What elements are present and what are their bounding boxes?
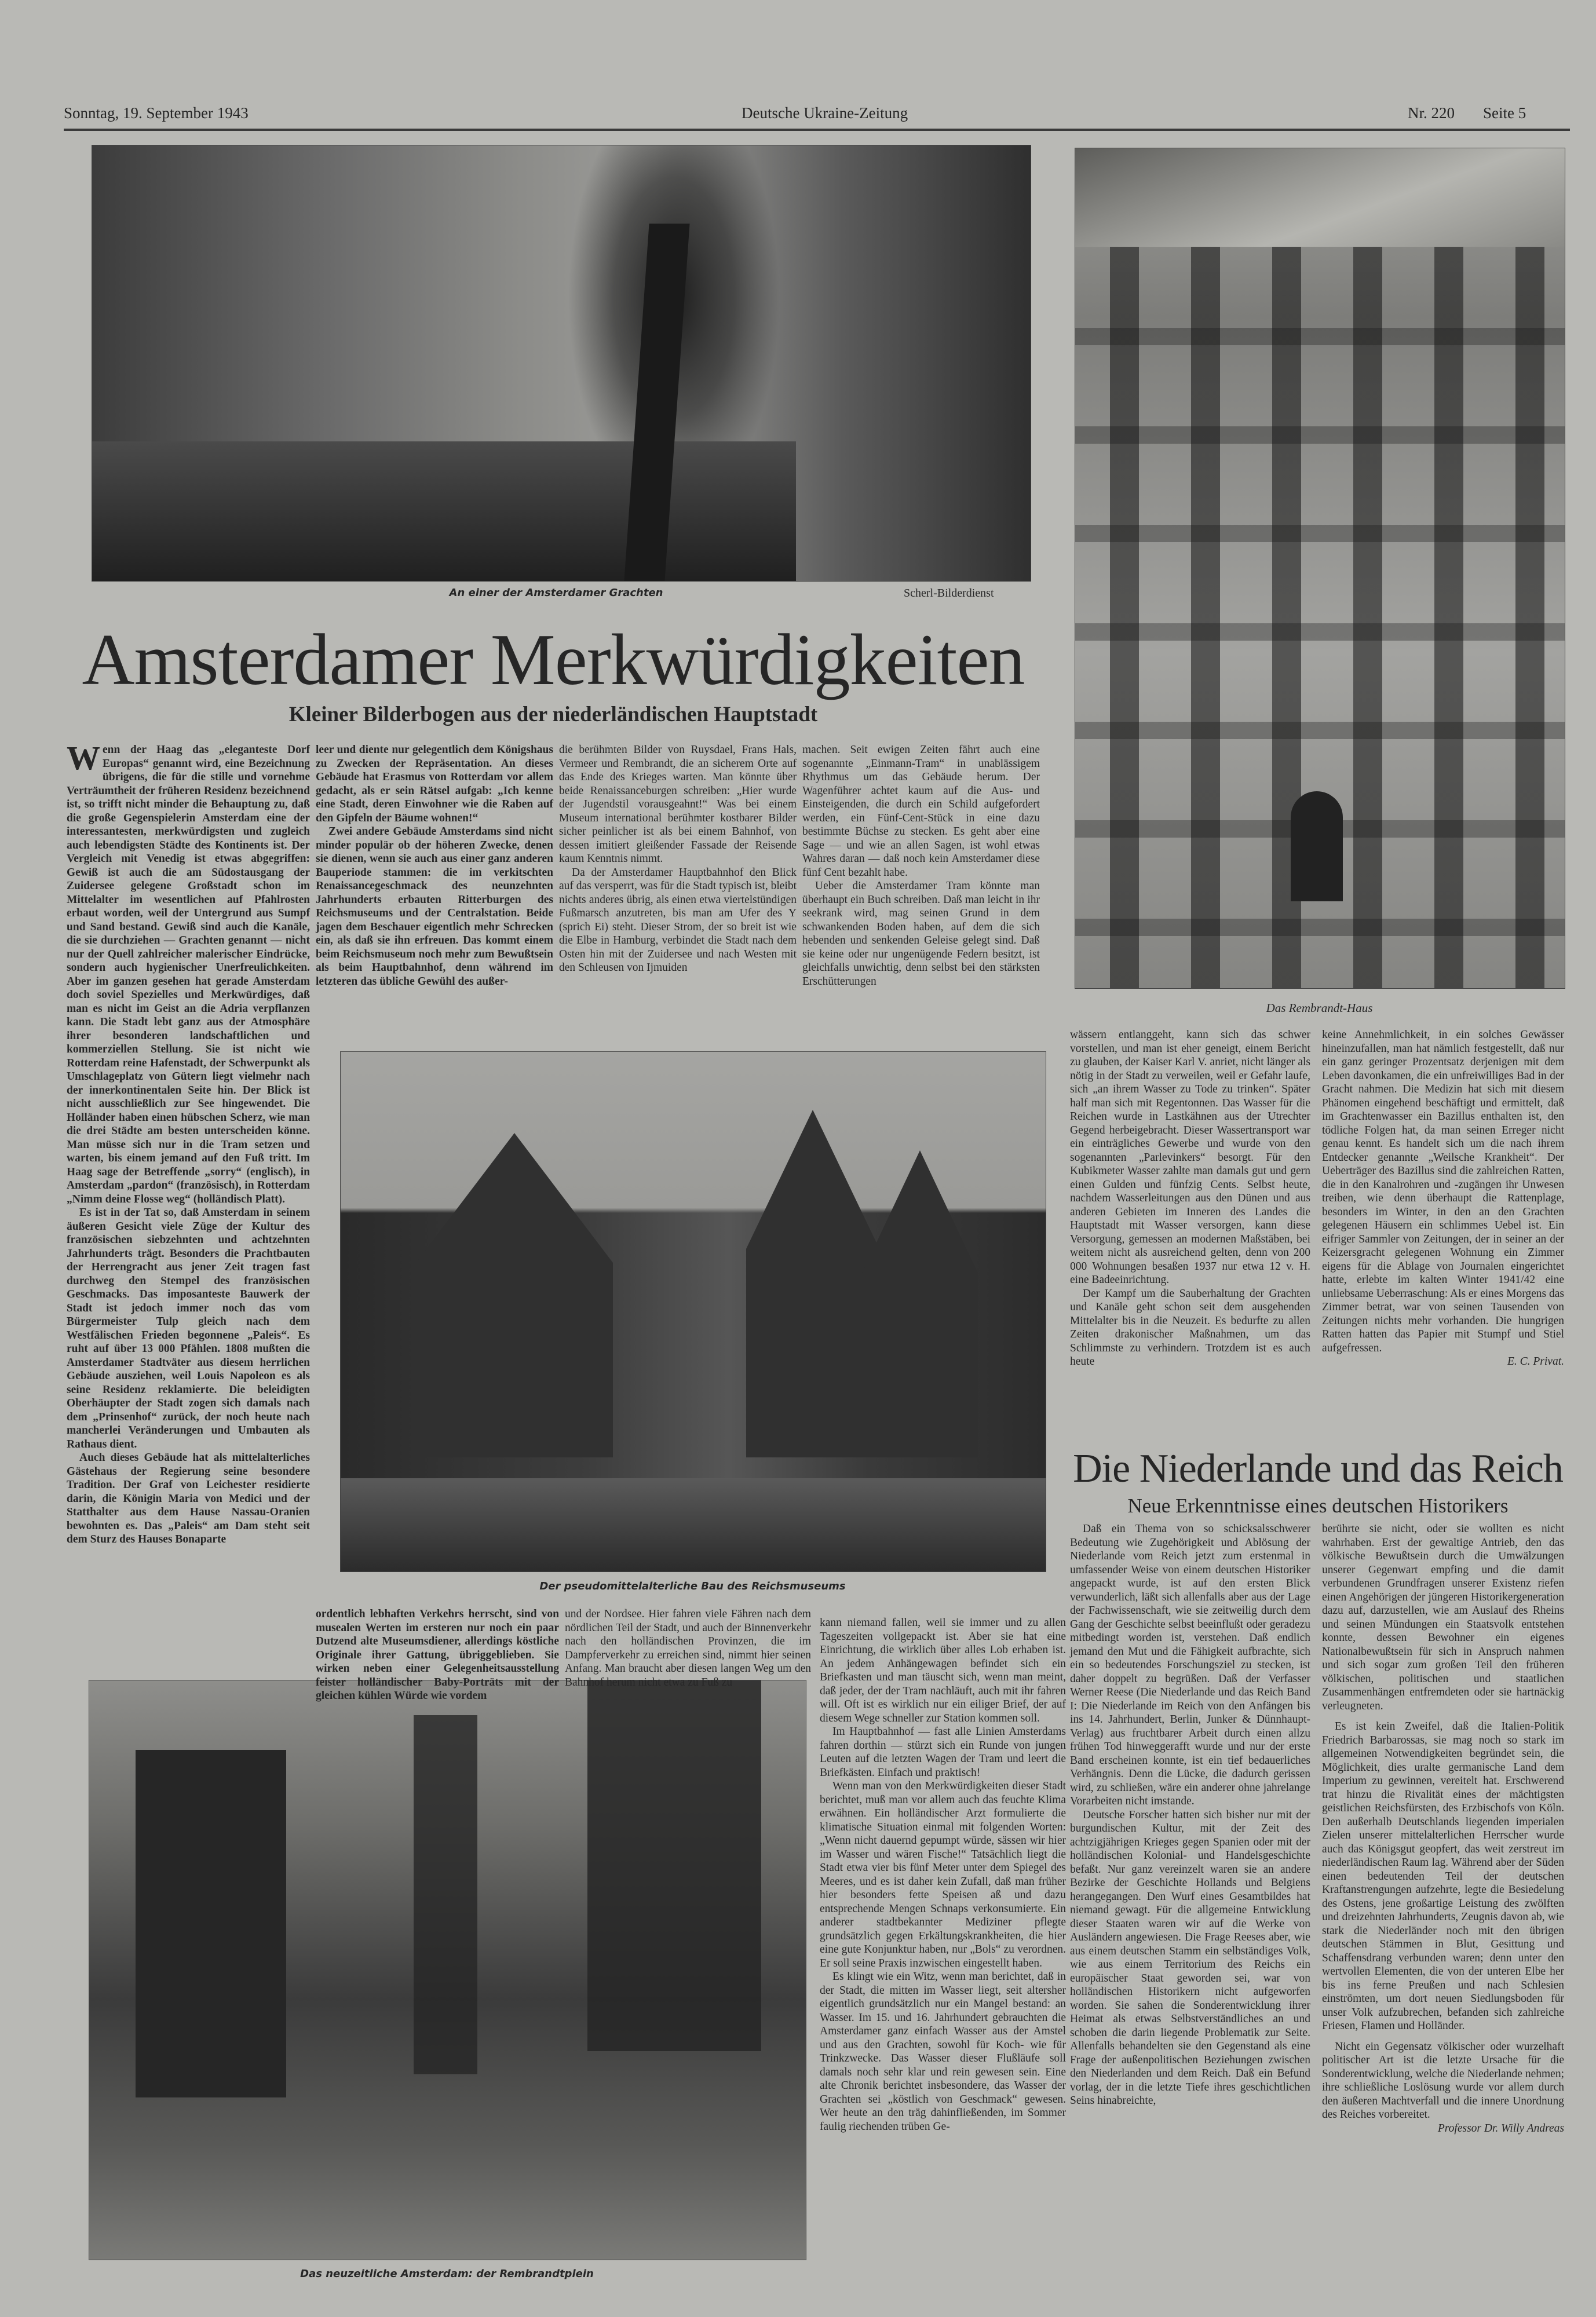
article3-column-2 [1322, 1522, 1564, 2298]
article-subheadline-niederlande: Neue Erkenntnisse eines deutschen Historikers [1127, 1494, 1509, 1517]
paragraph: kann niemand fallen, weil sie immer und zu allen Tageszeiten vollgepackt ist. Aber sie hat eine Einrichtung, die wirklich über alles Lob erhaben ist. An jedem Anhängewagen befindet sich ein Briefkasten und man täuscht sich, wenn man meint, daß jeder, der der Tram nachläuft, auch mit ihr fahren will. Oft ist es wirklich nur ein eiliger Brief, der auf diesem Wege schneller zur Station kommen soll. [820, 1617, 1066, 1724]
article3-column-1 [1070, 1522, 1310, 2298]
paragraph: ordentlich lebhaften Verkehrs herrscht, sind von musealen Werten im ersteren nur noch ein paar Dutzend alte Museumsdiener, allerdings köstliche Originale ihrer Gattung, übriggeblieben. Sie wirken neben einer Gelegenheitsausstellung feister holländischer Baby-Porträts mit der gleichen kühlen Würde wie vordem [316, 1608, 559, 1702]
paragraph: leer und diente nur gelegentlich dem Königshaus zu Zwecken der Repräsentation. An dieses Gebäude hat Erasmus von Rotterdam vor allem gedacht, als er sein Rätsel aufgab: „Ich kenne eine Stadt, deren Einwohner wie die Raben auf den Gipfeln der Bäume wohnen!“ [316, 744, 553, 824]
page-number: Seite 5 [1483, 104, 1526, 122]
issue-date: Sonntag, 19. September 1943 [64, 104, 249, 122]
photo-caption-rembrandt-haus: Das Rembrandt-Haus [1266, 1001, 1373, 1015]
photo-water [341, 1478, 1046, 1572]
photo-tower-building [587, 1680, 761, 2051]
paragraph: wässern entlanggeht, kann sich das schwer vorstellen, und man ist eher geneigt, einem Bericht zu glauben, der Kaiser Karl V. anriet, nicht länger als nötig in der Stadt zu verweilen, weil er Gefahr laufe, sich „an ihrem Wasser zu Tode zu trinken“. Später half man sich mit Regentonnen. Das Wasser für die Reichen wurde in Lastkähnen aus der Utrechter Gegend herbeigebracht. Dieser Wassertransport war ein einträgliches Gewerbe und wurde von den sogenannten „Parlevinkers“ besorgt. Für den Kubikmeter Wasser zahlte man damals gut und gern einen Gulden und fünfzig Cents. Selbst heute, nachdem Wasserleitungen aus den Dünen und aus anderen Gebieten im Inneren des Landes die Hauptstadt mit Wasser versorgen, kann diese Versorgung, gemessen an modernen Maßstäben, bei weitem nicht als ausreichend gelten, denn von 200 000 Wohnungen besaßen 1937 nur etwa 12 v. H. eine Badeeinrichtung. [1070, 1029, 1310, 1286]
paragraph: keine Annehmlichkeit, in ein solches Gewässer hineinzufallen, man hat nämlich festgestellt, daß nur ein ganz geringer Prozentsatz derjenigen mit dem Leben davonkamen, die ein unfreiwilliges Bad in der Gracht nahmen. Die Medizin hat sich mit diesem Phänomen eingehend beschäftigt und ermittelt, daß im Grachtenwasser ein Bazillus enthalten ist, den tödliche Folgen hat, da man seinen Erreger nicht genau kennt. Es handelt sich um die nach ihrem Entdecker genannte „Weilsche Krankheit“. Der Ueberträger des Bazillus sind die zahlreichen Ratten, die in den Kanalrohren und -zugängen ihr Unwesen treiben, wie denn überhaupt die Rattenplage, besonders im Winter, in den an den Grachten gelegenen Häusern ein schlimmes Uebel ist. Ein eifriger Sammler von Zeitungen, der in seiner an der Keizersgracht gelegenen Wohnung ein Zimmer eigens für die Ablage von Journalen eingerichtet hatte, erlebte im kalten Winter 1941/42 eine unliebsame Ueberraschung: Als er eines Morgens das Zimmer betrat, war von seinen Tausenden von Zeitungen nichts mehr vorhanden. Die hungrigen Ratten hatten das Papier mit Stumpf und Stiel aufgefressen. [1322, 1029, 1564, 1354]
paragraph: Nicht ein Gegensatz völkischer oder wurzelhaft politischer Art ist die letzte Ursache für die Sonderentwicklung, welche die Niederlande nehmen; ihre schließliche Loslösung wurde vor allem durch den äußeren Machtverfall und die innere Unordnung des Reiches vorbereitet. [1322, 2040, 1564, 2121]
paragraph: Deutsche Forscher hatten sich bisher nur mit der burgundischen Kultur, mit der Zeit des achtzigjährigen Krieges gegen Spanien oder mit der holländischen Kolonial- und Handelsgeschichte befaßt. Nur ganz vereinzelt waren sie an andere Bezirke der Geschichte Hollands und Belgiens herangegangen. Den Wurf eines Gesamtbildes hat niemand gewagt. Für die allgemeine Entwicklung dieser Staaten waren wir auf die Werke von Ausländern angewiesen. Die Frage Reeses aber, wie aus einem deutschen Stamm ein selbständiges Volk, wie aus einem Territorium des Reichs ein europäischer Staat geworden sei, war von holländischen Historikern nicht aufgeworfen worden. Sie sahen die Sonderentwicklung ihrer Heimat als etwas Selbstverständliches an und schoben die darin liegende Problematik zur Seite. Allenfalls behandelten sie den Gegenstand als eine Frage der außenpolitischen Beziehungen zwischen den Niederlanden und dem Reich. Daß ein Befund vorlag, der in die letzte Tiefe ihres geschichtlichen Seins hinabreichte, [1070, 1808, 1310, 2107]
photo-tower-right [746, 1110, 879, 1457]
article1-column-4-continued [820, 1616, 1066, 2230]
issue-number: Nr. 220 [1408, 104, 1455, 122]
article-headline-niederlande: Die Niederlande und das Reich [1073, 1446, 1563, 1491]
photo-roof [1075, 148, 1565, 247]
paragraph: Wenn der Haag das „eleganteste Dorf Europas“ genannt wird, eine Bezeichnung übrigens, die für die stille und vornehme Verträumtheit der früheren Residenz bezeichnend ist, so trifft nicht minder die Behauptung zu, daß die große Gegenspielerin Amsterdam eine der interessantesten, merkwürdigsten und zugleich auch lebendigsten Städte des Kontinents ist. Der Vergleich mit Venedig ist etwas abgegriffen: Gewiß ist auch die am Südostausgang der Zuidersee gelegene Großstadt schon im Mittelalter im wesentlichen auf Pfahlrosten erbaut worden, weil der Untergrund aus Sumpf und Sand bestand. Gewiß sind auch die Kanäle, die sie durchziehen — Grachten genannt — nicht nur der Quell zahlreicher malerischer Eindrücke, sondern auch hygienischer Unerfreulichkeiten. Aber im ganzen gesehen hat gerade Amsterdam doch soviel Spezielles und Merkwürdiges, daß man es nicht im Geist an die Adria verpflanzen kann. Die Stadt lebt ganz aus der Atmosphäre ihrer besonderen landschaftlichen und kommerziellen Stellung. Sie ist nicht wie Rotterdam reine Hafenstadt, der Schwerpunkt als Umschlageplatz von Gütern liegt vielmehr nach der innerkontinentalen Seite hin. Der Blick ist nicht ausschließlich zur See hingewendet. Die Holländer haben einen hübschen Scherz, wie man die drei Städte am besten unterscheiden könne. Man müsse sich nur in die Tram setzen und warten, bis einem jemand auf den Fuß tritt. Im Haag sage der Betreffende „sorry“ (englisch), in Amsterdam „pardon“ (französisch), in Rotterdam „Nimm deine Flosse weg“ (holländisch Platt). [67, 739, 310, 1205]
photo-rembrandt-haus [1075, 148, 1565, 989]
paragraph: Wenn man von den Merkwürdigkeiten dieser Stadt berichtet, muß man vor allem auch das feuchte Klima erwähnen. Ein holländischer Arzt formulierte die klimatische Situation einmal mit folgenden Worten: „Wenn nicht dauernd gepumpt würde, sässen wir hier im Wasser und wären Fische!“ Tatsächlich liegt die Stadt etwa vier bis fünf Meter unter dem Spiegel des Meeres, und es ist daher kein Zufall, daß man früher hier besonders fette Speisen aß und dazu entsprechende Mengen Schnaps verkonsumierte. Ein anderer stadtbekannter Mediziner pflegte grundsätzlich gegen Erkältungskrankheiten, die hier eine gute Konjunktur haben, nur „Bols“ zu verordnen. Er soll seine Praxis inzwischen eingestellt haben. [820, 1780, 1066, 1969]
paragraph: berührte sie nicht, oder sie wollten es nicht wahrhaben. Erst der gewaltige Antrieb, den das völkische Bewußtsein durch die Umwälzungen unserer Gegenwart empfing und die damit verbundenen Grundfragen unserer Existenz riefen einen Angehörigen der jüngeren Historikergeneration dazu auf, darzustellen, wie am Auslauf des Rheins und seinen Mündungen ein Staatsvolk entstehen konnte, dessen Bewohner ein eigenes Nationalbewußtsein für sich in Anspruch nahmen und sich sogar zum großen Teil den früheren völkischen, politischen und staatlichen Zusammenhängen entfremdeten oder sie hartnäckig verleugneten. [1322, 1523, 1564, 1712]
photo-caption-gracht: An einer der Amsterdamer Grachten [449, 587, 663, 599]
paragraph: Es klingt wie ein Witz, wenn man berichtet, daß in der Stadt, die mitten im Wasser liegt, seit altersher eigentlich grundsätzlich nur ein Mangel bestand: an Wasser. Im 15. und 16. Jahrhundert gebrauchten die Amsterdamer ganz einfach Wasser aus der Amstel und aus den Grachten, sowohl für Koch- wie für Trinkzwecke. Das Wasser dieser Flußläufe soll damals noch sehr klar und rein gewesen sein. Eine alte Chronik berichtet insbesondere, das Wasser der Grachten sei „köstlich von Geschmack“ gewesen. Wer heute an den träg dahinfließenden, im Sommer faulig riechenden trüben Ge- [820, 1971, 1066, 2133]
article-subheadline: Kleiner Bilderbogen aus der niederländischen Hauptstadt [288, 703, 818, 726]
article-headline: Amsterdamer Merkwürdigkeiten [82, 620, 1025, 700]
paragraph: Ueber die Amsterdamer Tram könnte man überhaupt ein Buch schreiben. Daß man leicht in ihr seekrank wird, mag seinen Grund in dem schwankenden Boden haben, auf dem die sich hebenden und senkenden Geleise gelegt sind. Daß sie keine oder nur ungenügende Federn besitzt, ist gleichfalls unwichtig, denn selbst bei den stärksten Erschütterungen [802, 880, 1040, 988]
author-signature: Professor Dr. Willy Andreas [1437, 2122, 1564, 2135]
article1-column-3 [559, 743, 797, 1039]
photo-credit: Scherl-Bilderdienst [904, 587, 994, 600]
photo-amsterdam-gracht [92, 145, 1031, 582]
paragraph: die berühmten Bilder von Ruysdael, Frans Hals, Vermeer und Rembrandt, die an sicherem Orte auf das Ende des Krieges warten. Man könnte über beide Renaissanceburgen schreiben: „Hier wurde der Jugendstil vorausgeahnt!“ Was bei einem Museum international berühmter kostbarer Bilder sicher peinlicher ist als bei einem Bahnhof, von dessen imitiert gleißender Fassade der Reisende kaum Kenntnis nimmt. [559, 744, 797, 865]
article1-continuation-column-2 [1322, 1028, 1564, 1439]
paragraph: Auch dieses Gebäude hat als mittelalterliches Gästehaus der Regierung seine besondere Tradition. Der Graf von Leichester residierte darin, die Königin Maria von Medici und der Statthalter aus dem Hause Nassau-Oranien bewohnten es. Das „Paleis“ am Dam steht seit dem Sturz des Hauses Bonaparte [67, 1452, 310, 1545]
article1-continuation-column-1 [1070, 1028, 1310, 1439]
article1-column-2 [316, 743, 553, 1039]
author-signature: E. C. Privat. [1507, 1355, 1564, 1368]
article1-column-1 [67, 739, 310, 1673]
photo-rembrandtplein [89, 1680, 806, 2260]
paragraph: machen. Seit ewigen Zeiten fährt auch eine sogenannte „Einmann-Tram“ in unablässigem Rhythmus um das Gebäude herum. Der Wagenführer achtet kaum auf die Aus- und Einsteigenden, die durch ein Schild aufgefordert werden, ein Fünf-Cent-Stück in eine dazu bestimmte Büchse zu stecken. Es geht aber eine Sage — und wie an allen Sagen, ist wohl etwas Wahres daran — daß noch kein Amsterdamer diese fünf Cent bezahlt habe. [802, 744, 1040, 879]
article1-column-4 [802, 743, 1040, 1039]
masthead-rule [64, 129, 1570, 131]
paragraph: Es ist in der Tat so, daß Amsterdam in seinem äußeren Gesicht viele Züge der Kultur des französischen siebzehnten und achtzehnten Jahrhunderts trägt. Besonders die Prachtbauten der Herrengracht aus jener Zeit tragen fast durchweg den Stempel des französischen Geschmacks. Das imposanteste Bauwerk der Stadt ist jedoch immer noch das vom Bürgermeister Tulp gleich nach dem Westfälischen Frieden begonnene „Paleis“. Es ruht auf über 13 000 Pfählen. 1808 mußten die Amsterdamer Stadtväter aus diesem herrlichen Gebäude ausziehen, weil Louis Napoleon es als seine Residenz reklamierte. Die beleidigten Oberhäupter der Stadt zogen sich damals nach dem „Prinsenhof“ zurück, der noch heute nach mancherlei Veränderungen und Umbauten als Rathaus dient. [67, 1207, 310, 1450]
photo-door [1291, 791, 1343, 901]
photo-tree [414, 1715, 477, 2074]
photo-building-left [416, 1133, 613, 1457]
masthead [64, 104, 1570, 127]
paragraph: Da der Amsterdamer Hauptbahnhof den Blick auf das versperrt, was für die Stadt typisch ist, bleibt nichts anderes übrig, als einen etwa viertelstündigen Fußmarsch anzutreten, bis man am Ufer des Y (sprich Ei) steht. Dieser Strom, der so breit ist wie die Elbe in Hamburg, verbindet die Stadt nach dem Osten hin mit der Zuidersee und nach Westen mit den Schleusen von Ijmuiden [559, 866, 797, 974]
paragraph: Zwei andere Gebäude Amsterdams sind nicht minder populär ob der höheren Zwecke, denen sie dienen, wenn sie auch aus einer ganz anderen Bauperiode stammen: die im verkitschten Renaissancegeschmack des neunzehnten Jahrhunderts erbauten Ritterburgen des Reichsmuseums und der Centralstation. Beide jagen dem Beschauer eigentlich mehr Schrecken ein, als daß sie ihn erfreuen. Das kommt einem beim Reichsmuseum noch mehr zum Bewußtsein als beim Hauptbahnhof, denn während im letzteren das übliche Gewühl des außer- [316, 825, 553, 988]
photo-tower-far [862, 1150, 978, 1457]
paragraph: Es ist kein Zweifel, daß die Italien-Politik Friedrich Barbarossas, sie mag noch so stark im allgemeinen Notwendigkeiten begründet sein, die Möglichkeit, dies uralte germanische Land dem Imperium zu gewinnen, vereitelt hat. Erschwerend trat hinzu die Rivalität eines der mächtigsten geistlichen Reichsfürsten, des Erzbischofs von Köln. Den außerhalb Deutschlands liegenden imperialen Zielen unserer mittelalterlichen Herrscher wurde auch das Königsgut geopfert, das weit zerstreut im niederländischen Raum lag. Während aber der Süden einen bedeutenden Teil der deutschen Kraftanstrengungen aufzehrte, legte die Besiedelung des Ostens, jene großartige Leistung des zwölften und dreizehnten Jahrhunderts, Zeugnis davon ab, wie stark die Niederländer noch mit den übrigen deutschen Stämmen in Blut, Gesittung und Schaffensdrang verbunden waren; denn unter den wertvollen Elementen, die von der unteren Elbe her bis ins ferne Preußen und nach Schlesien einströmten, um dort neuen Siedlungsboden für unser Volk aufzubrechen, befanden sich zahlreiche Friesen, Flamen und Holländer. [1322, 1720, 1564, 2032]
newspaper-name: Deutsche Ukraine-Zeitung [742, 104, 908, 122]
photo-caption-rembrandtplein: Das neuzeitliche Amsterdam: der Rembrandtplein [300, 2268, 594, 2280]
paragraph: und der Nordsee. Hier fahren viele Fähren nach dem nördlichen Teil der Stadt, und auch der Binnenverkehr nach den holländischen Provinzen, die im Dampferverkehr zu erreichen sind, nimmt hier seinen Anfang. Man braucht aber diesen langen Weg um den Bahnhof herum nicht etwa zu Fuß zu [565, 1608, 811, 1689]
article1-column-2-continued [316, 1607, 559, 1702]
paragraph: Der Kampf um die Sauberhaltung der Grachten und Kanäle geht schon seit dem ausgehenden Mittelalter bis in die Neuzeit. Es bedurfte zu allen Zeiten drakonischer Maßnahmen, um das Schlimmste zu verhindern. Trotzdem ist es auch heute [1070, 1287, 1310, 1368]
photo-caption-reichsmuseum: Der pseudomittelalterliche Bau des Reichsmuseums [539, 1580, 846, 1592]
article1-column-3-continued [565, 1607, 811, 1689]
paragraph: Im Hauptbahnhof — fast alle Linien Amsterdams fahren dorthin — stürzt sich ein Runde von jungen Leuten auf die letzten Wagen der Tram und leert die Briefkästen. Einfach und praktisch! [820, 1726, 1066, 1779]
paragraph: Daß ein Thema von so schicksalsschwerer Bedeutung wie Zugehörigkeit und Ablösung der Niederlande vom Reich jetzt zum erstenmal in umfassender Weise von einem deutschen Historiker angepackt wurde, ist auf den ersten Blick verwunderlich, läßt sich allenfalls aber aus der Lage der Fachwissenschaft, wie sie zeitweilig durch dem Gang der Geschichte selbst beeinflußt oder geradezu mitbedingt worden ist, verstehen. Daß endlich jemand den Mut und die Fähigkeit aufbrachte, sich ein so bedeutendes Forschungsziel zu stecken, ist daher doppelt zu begrüßen. Daß der Verfasser Werner Reese (Die Niederlande und das Reich Band I: Die Niederlande im Reich von den Anfängen bis ins 14. Jahrhundert, Berlin, Junker & Dünnhaupt-Verlag) aus fruchtbarer Arbeit durch einen allzu frühen Tod hinweggerafft wurde und nur der erste Band erscheinen konnte, ist ein tief bedauerliches Verhängnis. Denn die Lücke, die dadurch gerissen wird, zu schließen, wäre ein anderer ohne jahrelange Vorarbeiten nicht imstande. [1070, 1523, 1310, 1807]
photo-canal-water [92, 441, 796, 581]
photo-reichsmuseum [340, 1051, 1046, 1572]
photo-building [136, 1750, 286, 2097]
